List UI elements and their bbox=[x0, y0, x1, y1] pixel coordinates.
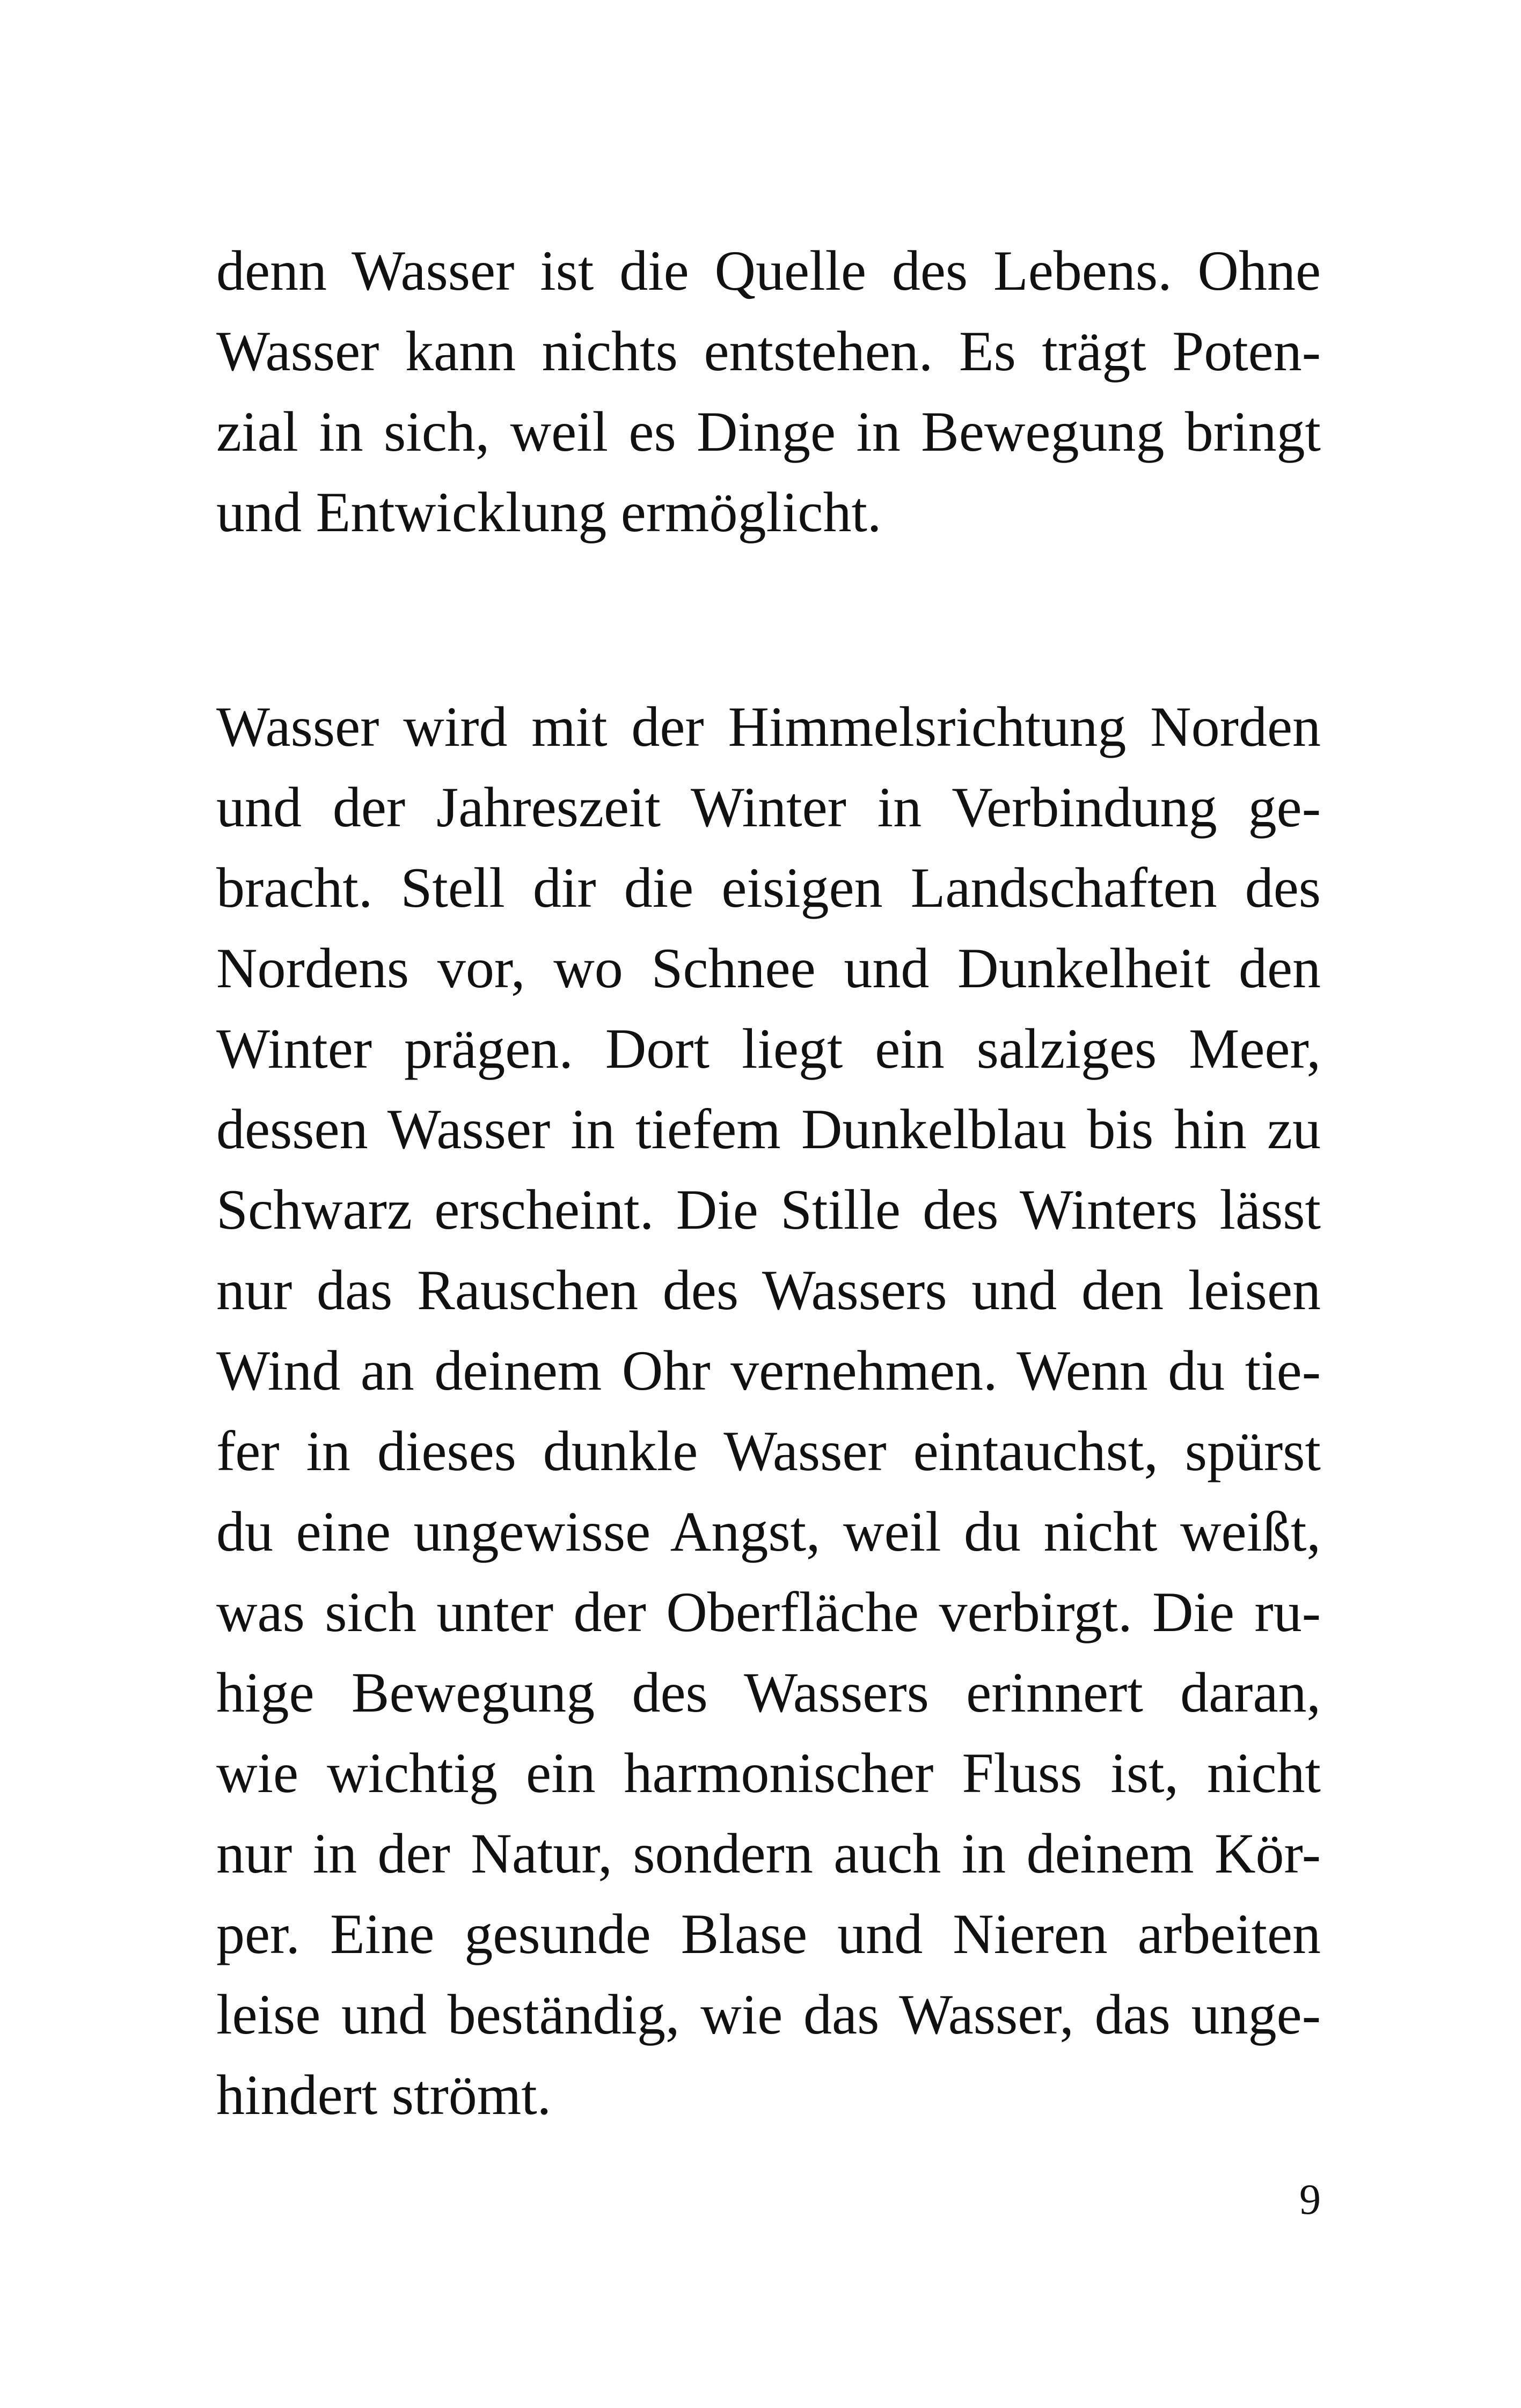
text-line: fer in dieses dunkle Wasser eintauchst, spürst bbox=[216, 1420, 1321, 1482]
text-line: Winter prägen. Dort liegt ein salziges Meer, bbox=[216, 1017, 1321, 1080]
text-line: denn Wasser ist die Quelle des Lebens. Ohne bbox=[216, 239, 1321, 302]
text-line: und der Jahreszeit Winter in Verbindung ge- bbox=[216, 776, 1321, 839]
text-line: nur in der Natur, sondern auch in deinem Kör- bbox=[216, 1822, 1321, 1885]
paragraph-1 bbox=[216, 231, 1321, 553]
text-line: Nordens vor, wo Schnee und Dunkelheit den bbox=[216, 937, 1321, 1000]
paragraph-2 bbox=[216, 687, 1321, 2135]
text-line: Wasser wird mit der Himmelsrichtung Norden bbox=[216, 695, 1321, 758]
text-line: hige Bewegung des Wassers erinnert daran, bbox=[216, 1661, 1321, 1724]
text-line: du eine ungewisse Angst, weil du nicht weißt, bbox=[216, 1500, 1321, 1563]
text-line: hindert strömt. bbox=[216, 2064, 552, 2126]
text-line: Schwarz erscheint. Die Stille des Winters lässt bbox=[216, 1178, 1321, 1241]
text-line: bracht. Stell dir die eisigen Landschaften des bbox=[216, 856, 1321, 919]
text-line: leise und beständig, wie das Wasser, das unge- bbox=[216, 1983, 1321, 2046]
text-line: Wind an deinem Ohr vernehmen. Wenn du tie- bbox=[216, 1339, 1321, 1402]
text-line: nur das Rauschen des Wassers und den leisen bbox=[216, 1259, 1321, 1322]
text-line: Wasser kann nichts entstehen. Es trägt Poten- bbox=[216, 320, 1321, 383]
text-line: wie wichtig ein harmonischer Fluss ist, nicht bbox=[216, 1742, 1321, 1804]
text-line: was sich unter der Oberfläche verbirgt. Die ru- bbox=[216, 1581, 1321, 1643]
page-number: 9 bbox=[1299, 2176, 1321, 2223]
text-line: und Entwicklung ermöglicht. bbox=[216, 481, 882, 544]
text-line: per. Eine gesunde Blase und Nieren arbeiten bbox=[216, 1903, 1321, 1965]
text-line: zial in sich, weil es Dinge in Bewegung bringt bbox=[216, 400, 1321, 463]
text-line: dessen Wasser in tiefem Dunkelblau bis hin zu bbox=[216, 1098, 1321, 1161]
